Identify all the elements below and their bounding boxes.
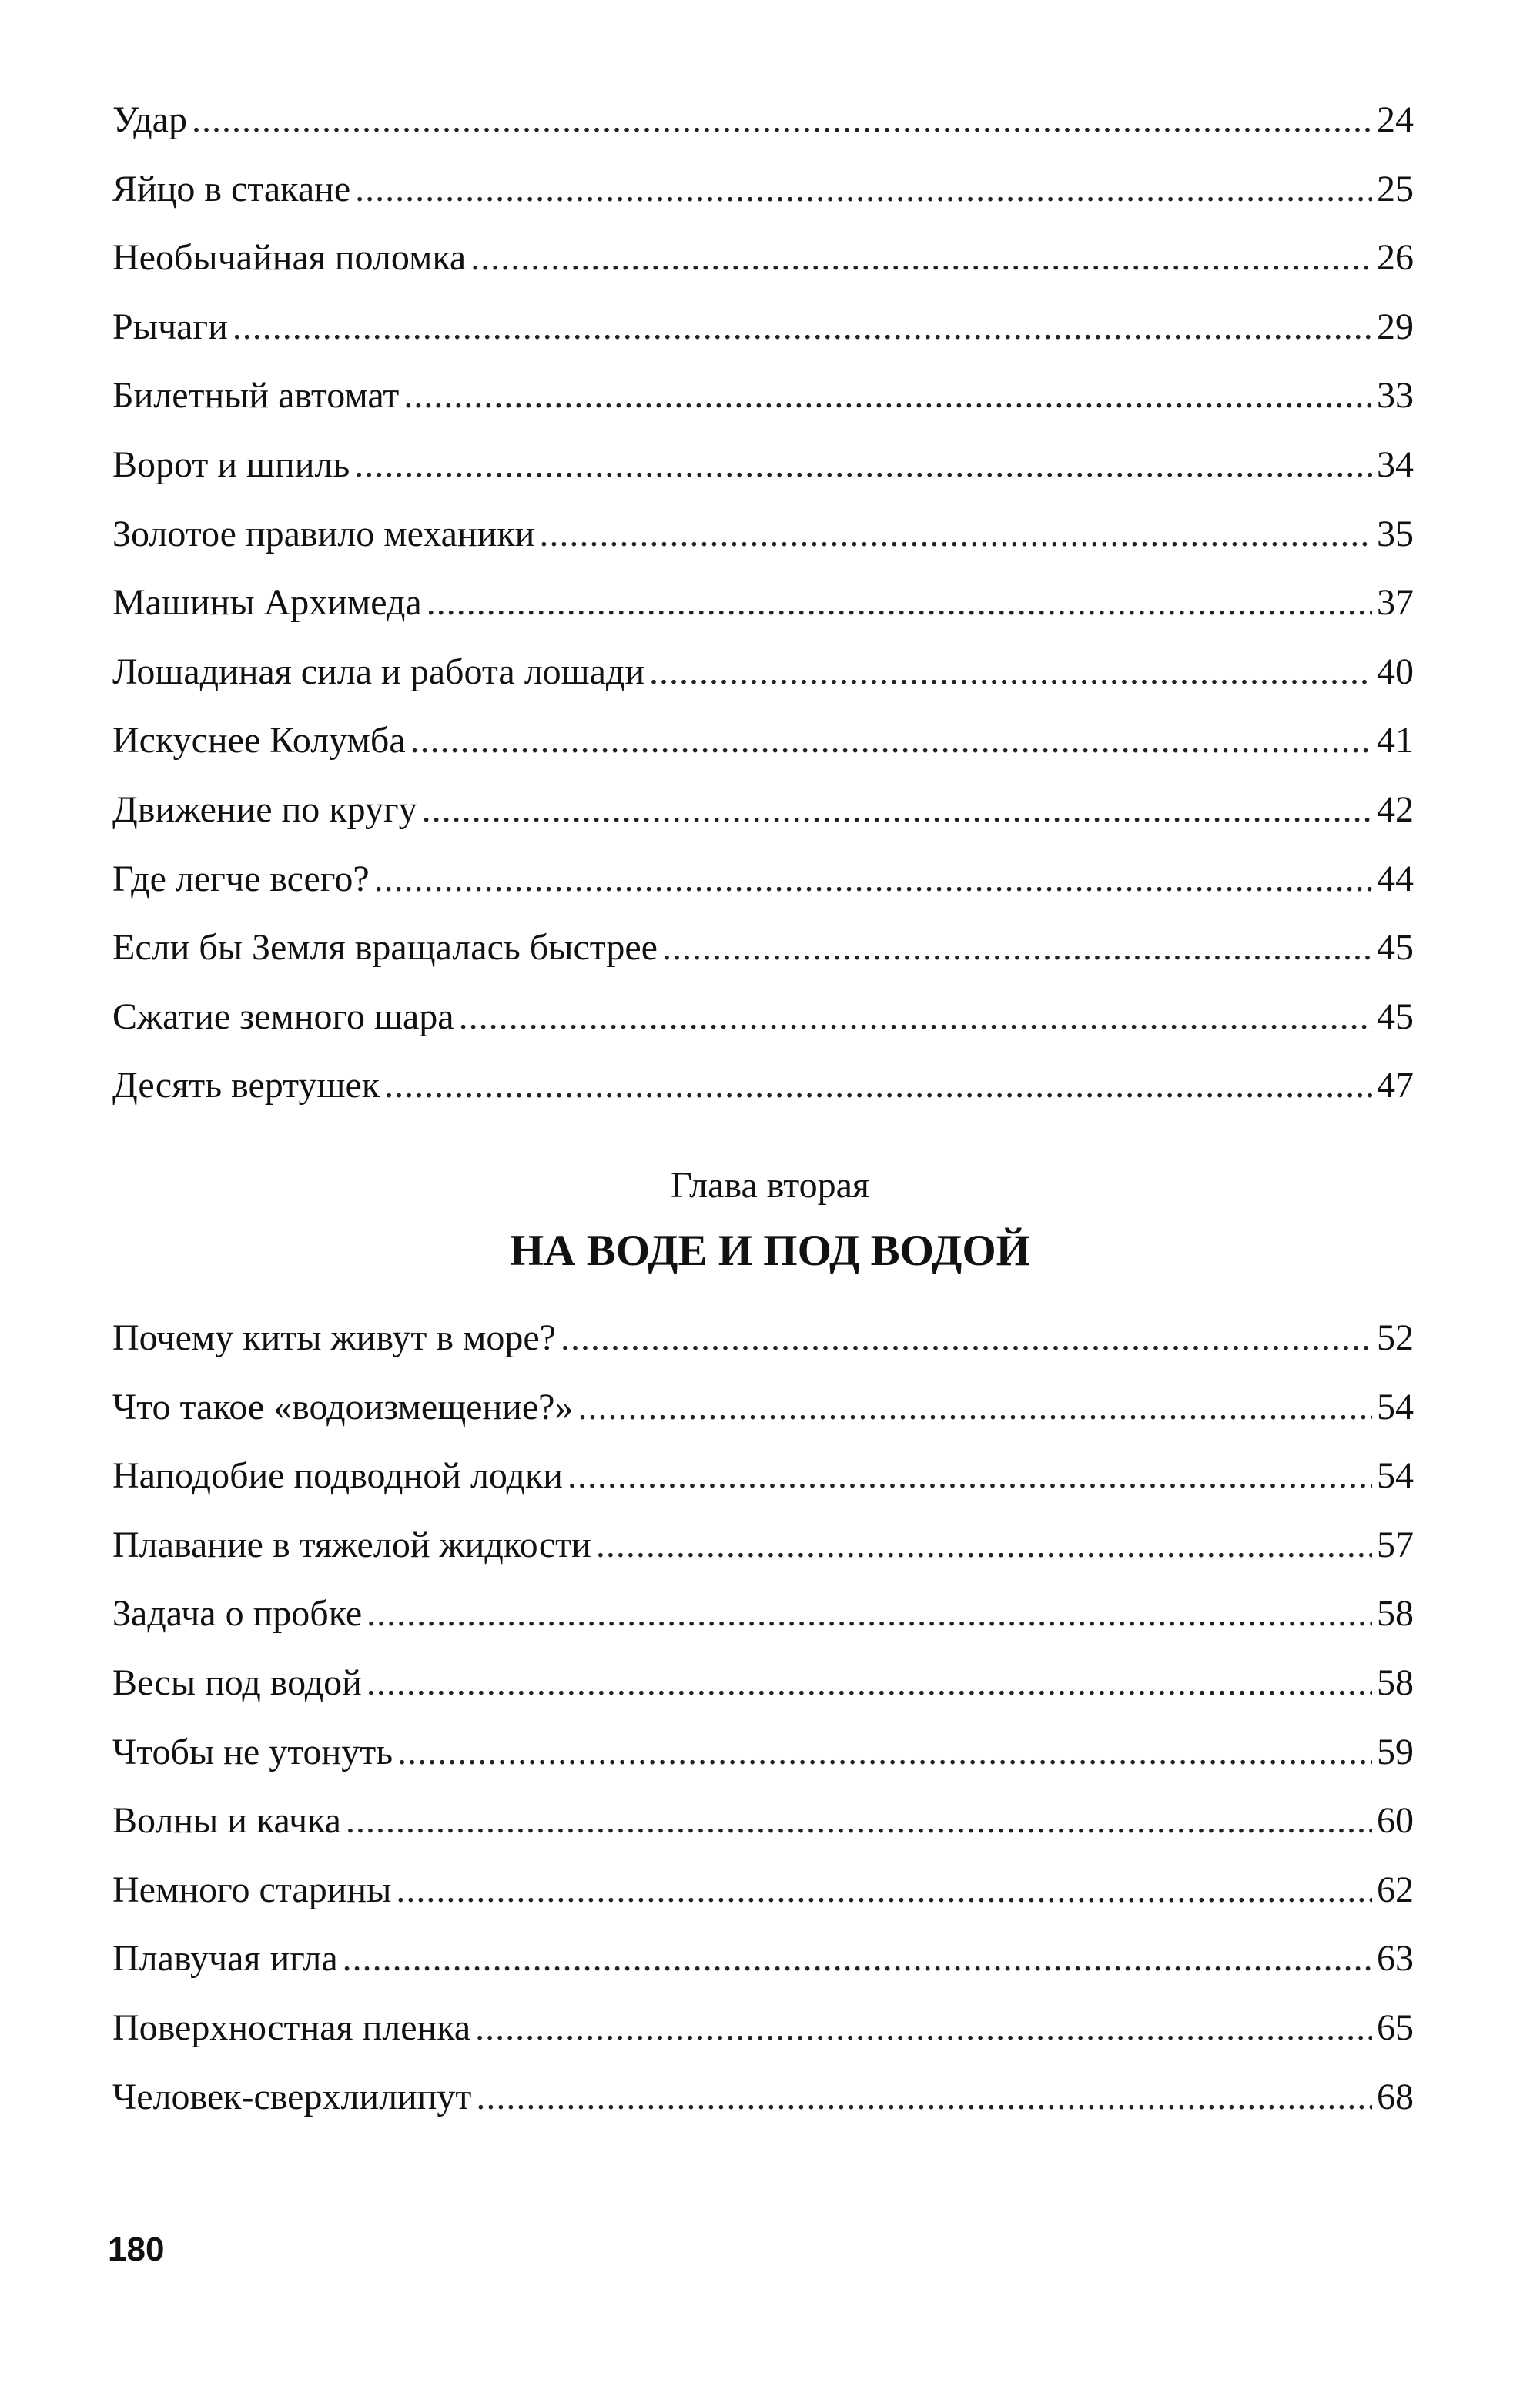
dot-leader xyxy=(397,1718,1372,1787)
toc-entry-title: Золотое правило механики xyxy=(112,513,535,554)
toc-entry-title: Яйцо в стакане xyxy=(112,168,351,209)
dot-leader xyxy=(459,982,1372,1052)
toc-entry-page: 54 xyxy=(1377,1386,1414,1427)
toc-entry[interactable] xyxy=(112,638,1414,707)
toc-entry[interactable] xyxy=(112,430,1414,500)
toc-entry[interactable] xyxy=(112,155,1414,224)
dot-leader xyxy=(367,1648,1372,1718)
toc-entry[interactable] xyxy=(112,706,1414,775)
dot-leader xyxy=(649,638,1372,707)
toc-entry-page: 45 xyxy=(1377,927,1414,969)
dot-leader xyxy=(384,1051,1372,1120)
dot-leader xyxy=(354,430,1372,500)
dot-leader xyxy=(662,913,1372,982)
toc-entry-title: Почему киты живут в море? xyxy=(112,1317,556,1358)
toc-entry[interactable] xyxy=(112,1718,1414,1787)
toc-entry[interactable] xyxy=(112,1441,1414,1511)
dot-leader xyxy=(567,1441,1372,1511)
toc-entry[interactable] xyxy=(112,1993,1414,2063)
dot-leader xyxy=(596,1511,1372,1580)
toc-entry[interactable] xyxy=(112,85,1414,155)
toc-entry-page: 24 xyxy=(1377,99,1414,140)
toc-entry-page: 44 xyxy=(1377,858,1414,899)
toc-entry-title: Чтобы не утонуть xyxy=(112,1731,393,1772)
toc-entry-title: Необычайная поломка xyxy=(112,237,467,279)
dot-leader xyxy=(476,2063,1372,2132)
dot-leader xyxy=(539,500,1372,569)
toc-entry[interactable] xyxy=(112,1511,1414,1580)
toc-entry-page: 52 xyxy=(1377,1317,1414,1358)
toc-entry[interactable] xyxy=(112,1579,1414,1648)
toc-entry-page: 58 xyxy=(1377,1593,1414,1635)
toc-entry-page: 29 xyxy=(1377,306,1414,347)
toc-entry-page: 25 xyxy=(1377,168,1414,209)
chapter-title: НА ВОДЕ И ПОД ВОДОЙ xyxy=(509,1227,1031,1275)
toc-entry-page: 47 xyxy=(1377,1065,1414,1106)
toc-entry-title: Билетный автомат xyxy=(112,375,400,417)
toc-section-chapter-two xyxy=(112,1304,1414,2131)
dot-leader xyxy=(470,223,1372,293)
toc-entry-page: 62 xyxy=(1377,1869,1414,1910)
toc-entry[interactable] xyxy=(112,1648,1414,1718)
toc-entry-title: Весы под водой xyxy=(112,1662,362,1703)
toc-entry-page: 40 xyxy=(1377,651,1414,692)
toc-entry-title: Лошадиная сила и работа лошади xyxy=(112,651,645,692)
toc-entry[interactable] xyxy=(112,568,1414,638)
toc-entry-title: Если бы Земля вращалась быстрее xyxy=(112,927,658,969)
toc-entry-title: Поверхностная пленка xyxy=(112,2006,471,2048)
toc-entry-page: 37 xyxy=(1377,582,1414,624)
toc-entry[interactable] xyxy=(112,1051,1414,1120)
dot-leader xyxy=(233,293,1372,362)
toc-entry-title: Машины Архимеда xyxy=(112,582,422,624)
toc-entry-page: 42 xyxy=(1377,788,1414,830)
toc-entry-page: 45 xyxy=(1377,996,1414,1037)
toc-entry[interactable] xyxy=(112,223,1414,293)
dot-leader xyxy=(346,1786,1372,1856)
dot-leader xyxy=(475,1993,1372,2063)
toc-entry[interactable] xyxy=(112,982,1414,1052)
toc-entry-title: Что такое «водоизмещение?» xyxy=(112,1386,574,1427)
dot-leader xyxy=(355,155,1372,224)
toc-entry-page: 60 xyxy=(1377,1800,1414,1842)
toc-section-chapter-one xyxy=(112,85,1414,1120)
toc-entry-title: Рычаги xyxy=(112,306,228,347)
toc-entry-title: Задача о пробке xyxy=(112,1593,363,1635)
toc-entry-title: Ворот и шпиль xyxy=(112,443,350,485)
toc-entry[interactable] xyxy=(112,913,1414,982)
dot-leader xyxy=(192,85,1372,155)
toc-entry[interactable] xyxy=(112,1304,1414,1373)
toc-entry-title: Движение по кругу xyxy=(112,788,417,830)
toc-entry-page: 35 xyxy=(1377,513,1414,554)
toc-entry-title: Где легче всего? xyxy=(112,858,370,899)
toc-entry-page: 33 xyxy=(1377,375,1414,417)
dot-leader xyxy=(374,845,1372,914)
toc-entry[interactable] xyxy=(112,1924,1414,1993)
toc-entry-page: 54 xyxy=(1377,1455,1414,1497)
toc-entry[interactable] xyxy=(112,845,1414,914)
toc-entry-title: Плавучая игла xyxy=(112,1938,338,1980)
toc-entry-page: 58 xyxy=(1377,1662,1414,1703)
dot-leader xyxy=(578,1373,1372,1442)
toc-entry-title: Сжатие земного шара xyxy=(112,996,454,1037)
toc-entry-title: Плавание в тяжелой жидкости xyxy=(112,1524,591,1565)
toc-entry-page: 34 xyxy=(1377,443,1414,485)
dot-leader xyxy=(396,1856,1372,1925)
toc-entry-page: 65 xyxy=(1377,2006,1414,2048)
dot-leader xyxy=(343,1924,1372,1993)
toc-entry-title: Искуснее Колумба xyxy=(112,720,406,761)
toc-entry-title: Удар xyxy=(112,99,187,140)
toc-entry-page: 59 xyxy=(1377,1731,1414,1772)
chapter-label: Глава вторая xyxy=(671,1165,869,1206)
page-number: 180 xyxy=(108,2231,165,2268)
dot-leader xyxy=(561,1304,1372,1373)
toc-entry-page: 68 xyxy=(1377,2076,1414,2117)
toc-entry-page: 26 xyxy=(1377,237,1414,279)
toc-entry-page: 57 xyxy=(1377,1524,1414,1565)
toc-entry[interactable] xyxy=(112,1373,1414,1442)
toc-entry[interactable] xyxy=(112,775,1414,845)
toc-entry-title: Немного старины xyxy=(112,1869,392,1910)
toc-entry[interactable] xyxy=(112,500,1414,569)
toc-entry-title: Человек-сверхлилипут xyxy=(112,2076,472,2117)
dot-leader xyxy=(403,361,1372,430)
toc-entry[interactable] xyxy=(112,1786,1414,1856)
toc-entry-page: 63 xyxy=(1377,1938,1414,1980)
toc-entry-title: Волны и качка xyxy=(112,1800,341,1842)
toc-entry[interactable] xyxy=(112,1856,1414,1925)
toc-entry-title: Десять вертушек xyxy=(112,1065,380,1106)
toc-entry[interactable] xyxy=(112,2063,1414,2132)
dot-leader xyxy=(427,568,1372,638)
toc-entry[interactable] xyxy=(112,293,1414,362)
dot-leader xyxy=(422,775,1372,845)
toc-entry-title: Наподобие подводной лодки xyxy=(112,1455,563,1497)
toc-entry-page: 41 xyxy=(1377,720,1414,761)
dot-leader xyxy=(410,706,1372,775)
dot-leader xyxy=(367,1579,1372,1648)
toc-entry[interactable] xyxy=(112,361,1414,430)
